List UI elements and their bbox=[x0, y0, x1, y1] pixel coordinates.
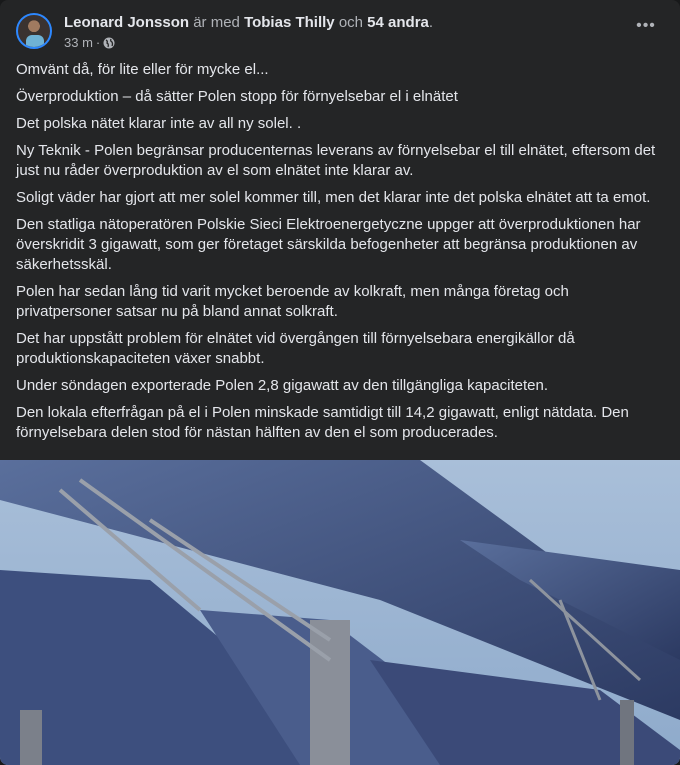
post-meta bbox=[64, 35, 115, 50]
more-options-button[interactable] bbox=[636, 17, 656, 40]
post-text bbox=[16, 60, 664, 450]
paragraph: Under söndagen exporterade Polen 2,8 gigawatt av den tillgängliga kapaciteten. bbox=[16, 377, 549, 394]
paragraph: Överproduktion – då sätter Polen stopp för förnyelsebar el i elnätet bbox=[16, 88, 458, 105]
paragraph: Omvänt då, för lite eller för mycke el... bbox=[16, 61, 269, 78]
paragraph: Den statliga nätoperatören Polskie Sieci Elektroenergetyczne uppger att överproduktionen har överskridit 3 gigawatt, som ger företaget särskilda befogenheter att begränsa produktionen av säkerhetsskäl. bbox=[16, 216, 641, 273]
more-icon: ••• bbox=[636, 17, 656, 34]
tagged-link[interactable]: Tobias Thilly bbox=[244, 14, 335, 31]
others-link[interactable]: 54 andra bbox=[367, 14, 429, 31]
period: . bbox=[428, 14, 434, 31]
paragraph: Den lokala efterfrågan på el i Polen minskade samtidigt till 14,2 gigawatt, enligt nätdata. Den förnyelsebara delen stod för nästan hälften av den el som producerades. bbox=[16, 404, 629, 441]
globe-icon bbox=[103, 37, 115, 49]
paragraph: Det har uppstått problem för elnätet vid övergången till förnyelsebara energikällor då produktionskapaciteten växer snabbt. bbox=[16, 330, 575, 367]
and-text: och bbox=[338, 14, 363, 31]
separator: · bbox=[95, 35, 101, 50]
timestamp-link[interactable]: 33 m bbox=[64, 35, 93, 50]
author-link[interactable]: Leonard Jonsson bbox=[64, 14, 190, 31]
post-header bbox=[16, 12, 664, 54]
paragraph: Soligt väder har gjort att mer solel kommer till, men det klarar inte det polska elnätet att ta emot. bbox=[16, 189, 651, 206]
with-text: är med bbox=[193, 14, 240, 31]
avatar[interactable] bbox=[16, 13, 52, 49]
post-author-line bbox=[64, 14, 433, 31]
paragraph: Ny Teknik - Polen begränsar producenternas leverans av förnyelsebar el till elnätet, eftersom det just nu råder överproduktion av el som elnätet inte klarar av. bbox=[16, 142, 656, 179]
post-photo-solar-panels[interactable] bbox=[0, 460, 680, 765]
solar-panels-image bbox=[0, 460, 680, 765]
paragraph: Polen har sedan lång tid varit mycket beroende av kolkraft, men många företag och privatpersoner satsar nu på bland annat solkraft. bbox=[16, 283, 569, 320]
paragraph: Det polska nätet klarar inte av all ny solel. . bbox=[16, 115, 302, 132]
